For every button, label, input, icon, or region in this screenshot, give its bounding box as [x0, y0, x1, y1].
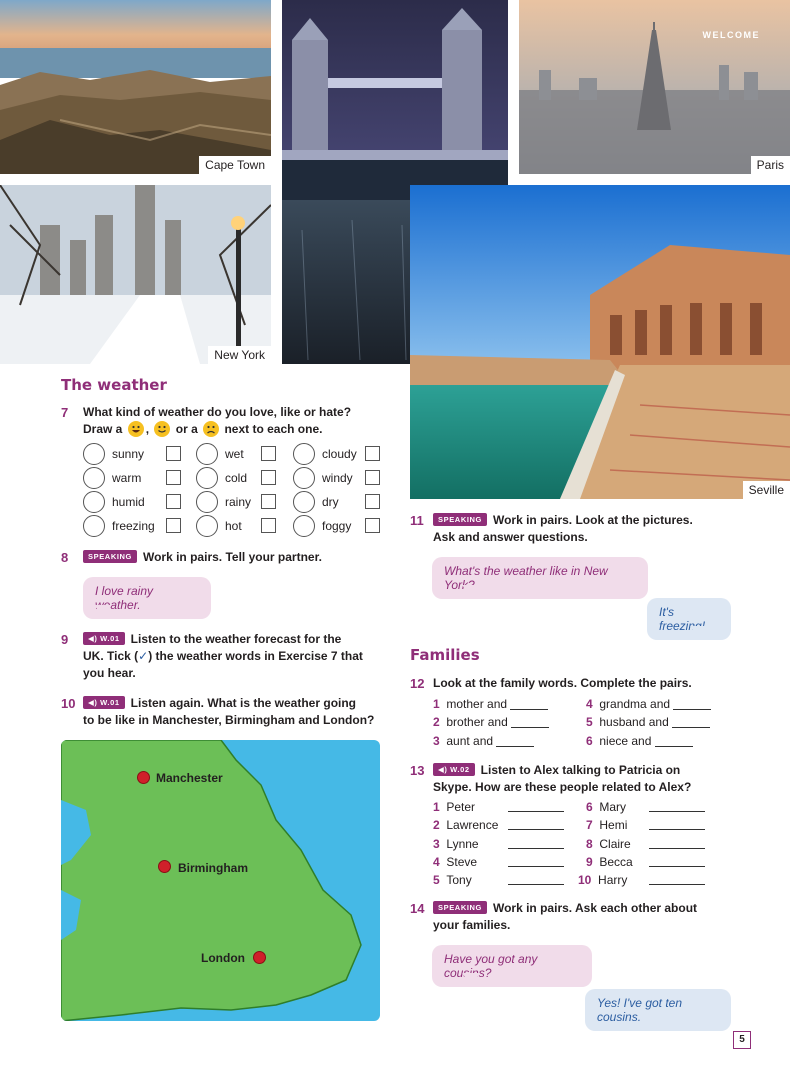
speaker-icon: ◀)	[88, 698, 98, 707]
weather-face-circle[interactable]	[83, 443, 105, 465]
weather-word: warm	[112, 471, 142, 485]
answer-blank[interactable]	[673, 709, 711, 710]
exercise-10-line1: Listen again. What is the weather going	[130, 696, 357, 710]
speech-bubble-tail	[683, 1017, 701, 1029]
family-pair-item: 1 mother and	[433, 697, 548, 711]
answer-blank[interactable]	[508, 866, 564, 867]
map-label-manchester: Manchester	[156, 771, 223, 785]
audio-track-number: W.01	[100, 634, 120, 643]
photo-new-york	[0, 185, 271, 364]
weather-tick-box[interactable]	[166, 518, 181, 533]
map-marker-london[interactable]	[253, 951, 266, 964]
speaker-icon: ◀)	[438, 765, 448, 774]
photo-paris	[519, 0, 790, 174]
relation-item: 5 Tony	[433, 873, 472, 887]
relation-item: 7 Hemi	[586, 818, 628, 832]
relation-item: 9 Becca	[586, 855, 633, 869]
exercise-13-line2: Skype. How are these people related to Alex?	[433, 780, 692, 794]
answer-blank[interactable]	[649, 866, 705, 867]
exercise-7-comma: ,	[145, 422, 150, 436]
speech-bubble-tail	[690, 626, 708, 638]
speaking-badge: SPEAKING	[433, 513, 487, 526]
relation-item: 3 Lynne	[433, 837, 479, 851]
weather-face-circle[interactable]	[83, 467, 105, 489]
audio-track-badge	[83, 632, 125, 645]
weather-word: cold	[225, 471, 248, 485]
photo-caption: Cape Town	[199, 156, 271, 174]
exercise-12-number: 12	[410, 676, 425, 691]
photo-caption: Paris	[751, 156, 790, 174]
weather-face-circle[interactable]	[83, 515, 105, 537]
speech-bubble-tail	[462, 973, 480, 985]
speech-bubble-question: Have you got any cousins?	[432, 945, 592, 987]
weather-word: wet	[225, 447, 244, 461]
exercise-7-instruction	[83, 404, 383, 438]
exercise-8-number: 8	[61, 550, 69, 565]
weather-tick-box[interactable]	[261, 470, 276, 485]
exercise-8-text: Work in pairs. Tell your partner.	[142, 550, 322, 564]
exercise-10-number: 10	[61, 696, 76, 711]
exercise-11-instruction	[433, 512, 763, 546]
relation-item: 6 Mary	[586, 800, 627, 814]
weather-word: cloudy	[322, 447, 357, 461]
exercise-9-line2b: ) the weather words in Exercise 7 that	[148, 649, 363, 663]
exercise-9-line3: you hear.	[83, 666, 136, 680]
speaking-badge: SPEAKING	[83, 550, 137, 563]
exercise-7-line1: What kind of weather do you love, like or hate?	[83, 405, 352, 419]
exercise-9-line2a: UK. Tick (	[83, 649, 139, 663]
weather-face-circle[interactable]	[196, 515, 218, 537]
england-map	[61, 740, 380, 1021]
map-marker-birmingham[interactable]	[158, 860, 171, 873]
exercise-9-line1: Listen to the weather forecast for the	[130, 632, 342, 646]
weather-tick-box[interactable]	[365, 446, 380, 461]
audio-track-badge	[433, 763, 475, 776]
family-pair-item: 6 niece and	[586, 734, 693, 748]
weather-face-circle[interactable]	[293, 467, 315, 489]
weather-face-circle[interactable]	[196, 467, 218, 489]
photo-cape-town	[0, 0, 271, 174]
weather-tick-box[interactable]	[261, 494, 276, 509]
weather-word: foggy	[322, 519, 352, 533]
map-label-london: London	[201, 951, 245, 965]
relation-item: 10 Harry	[578, 873, 628, 887]
weather-tick-box[interactable]	[166, 470, 181, 485]
weather-tick-box[interactable]	[365, 518, 380, 533]
weather-face-circle[interactable]	[293, 515, 315, 537]
weather-tick-box[interactable]	[365, 470, 380, 485]
exercise-7-next: next to each one.	[224, 422, 323, 436]
exercise-7-or-a: or a	[175, 422, 198, 436]
audio-track-number: W.01	[100, 698, 120, 707]
exercise-8-instruction	[83, 549, 322, 566]
speech-bubble-tail	[462, 585, 480, 597]
answer-blank[interactable]	[649, 829, 705, 830]
answer-blank[interactable]	[672, 727, 710, 728]
exercise-7-draw-a: Draw a	[83, 422, 123, 436]
exercise-11-line1: Work in pairs. Look at the pictures.	[492, 513, 693, 527]
weather-face-circle[interactable]	[293, 491, 315, 513]
exercise-11-number: 11	[410, 513, 424, 528]
family-pair-item: 2 brother and	[433, 715, 549, 729]
speech-bubble-tail	[94, 605, 112, 617]
relation-item: 1 Peter	[433, 800, 476, 814]
exercise-13-line1: Listen to Alex talking to Patricia on	[480, 763, 681, 777]
map-marker-manchester[interactable]	[137, 771, 150, 784]
exercise-14-number: 14	[410, 901, 425, 916]
weather-tick-box[interactable]	[166, 446, 181, 461]
speaker-icon: ◀)	[88, 634, 98, 643]
weather-face-circle[interactable]	[293, 443, 315, 465]
weather-word: hot	[225, 519, 242, 533]
photo-caption: New York	[208, 346, 271, 364]
weather-word: dry	[322, 495, 339, 509]
answer-blank[interactable]	[508, 811, 564, 812]
photo-seville	[410, 185, 790, 499]
weather-face-circle[interactable]	[83, 491, 105, 513]
speech-bubble-answer: It's freezing!	[647, 598, 731, 640]
family-pair-item: 4 grandma and	[586, 697, 711, 711]
family-pair-item: 5 husband and	[586, 715, 710, 729]
sad-face-icon	[203, 421, 219, 437]
exercise-14-line2: your families.	[433, 918, 511, 932]
exercise-13-instruction	[433, 762, 763, 796]
weather-word: windy	[322, 471, 353, 485]
weather-word: humid	[112, 495, 145, 509]
speech-bubble-question: What's the weather like in New York?	[432, 557, 648, 599]
relation-item: 8 Claire	[586, 837, 631, 851]
weather-tick-box[interactable]	[261, 518, 276, 533]
answer-blank[interactable]	[510, 709, 548, 710]
weather-section-title: The weather	[61, 376, 167, 394]
tick-icon: ✓	[138, 649, 149, 663]
exercise-10-instruction	[83, 695, 393, 729]
smile-icon	[154, 421, 170, 437]
exercise-11-line2: Ask and answer questions.	[433, 530, 588, 544]
answer-blank[interactable]	[649, 884, 705, 885]
answer-blank[interactable]	[508, 848, 564, 849]
weather-word: freezing	[112, 519, 155, 533]
exercise-12-instruction: Look at the family words. Complete the pairs.	[433, 676, 692, 690]
answer-blank[interactable]	[649, 848, 705, 849]
photo-caption: Seville	[743, 481, 790, 499]
answer-blank[interactable]	[508, 829, 564, 830]
exercise-7-number: 7	[61, 405, 69, 420]
weather-tick-box[interactable]	[365, 494, 380, 509]
relation-item: 2 Lawrence	[433, 818, 499, 832]
weather-word: sunny	[112, 447, 145, 461]
weather-tick-box[interactable]	[261, 446, 276, 461]
answer-blank[interactable]	[649, 811, 705, 812]
exercise-14-line1: Work in pairs. Ask each other about	[492, 901, 698, 915]
weather-face-circle[interactable]	[196, 491, 218, 513]
exercise-10-line2: to be like in Manchester, Birmingham and London?	[83, 713, 375, 727]
exercise-13-number: 13	[410, 763, 425, 778]
exercise-14-instruction	[433, 900, 763, 934]
weather-word: rainy	[225, 495, 252, 509]
welcome-label: WELCOME	[702, 30, 760, 40]
answer-blank[interactable]	[496, 746, 534, 747]
family-pair-item: 3 aunt and	[433, 734, 534, 748]
weather-face-circle[interactable]	[196, 443, 218, 465]
big-smile-icon	[128, 421, 144, 437]
speech-bubble-answer: Yes! I've got ten cousins.	[585, 989, 731, 1031]
relation-item: 4 Steve	[433, 855, 478, 869]
speaking-badge: SPEAKING	[433, 901, 487, 914]
exercise-9-instruction	[83, 631, 383, 682]
audio-track-number: W.02	[450, 765, 470, 774]
speech-bubble: I love rainy weather.	[83, 577, 211, 619]
weather-tick-box[interactable]	[166, 494, 181, 509]
answer-blank[interactable]	[655, 746, 693, 747]
page-number: 5	[733, 1031, 751, 1049]
answer-blank[interactable]	[511, 727, 549, 728]
audio-track-badge	[83, 696, 125, 709]
map-label-birmingham: Birmingham	[178, 861, 249, 875]
answer-blank[interactable]	[508, 884, 564, 885]
families-section-title: Families	[410, 646, 480, 664]
exercise-9-number: 9	[61, 632, 69, 647]
